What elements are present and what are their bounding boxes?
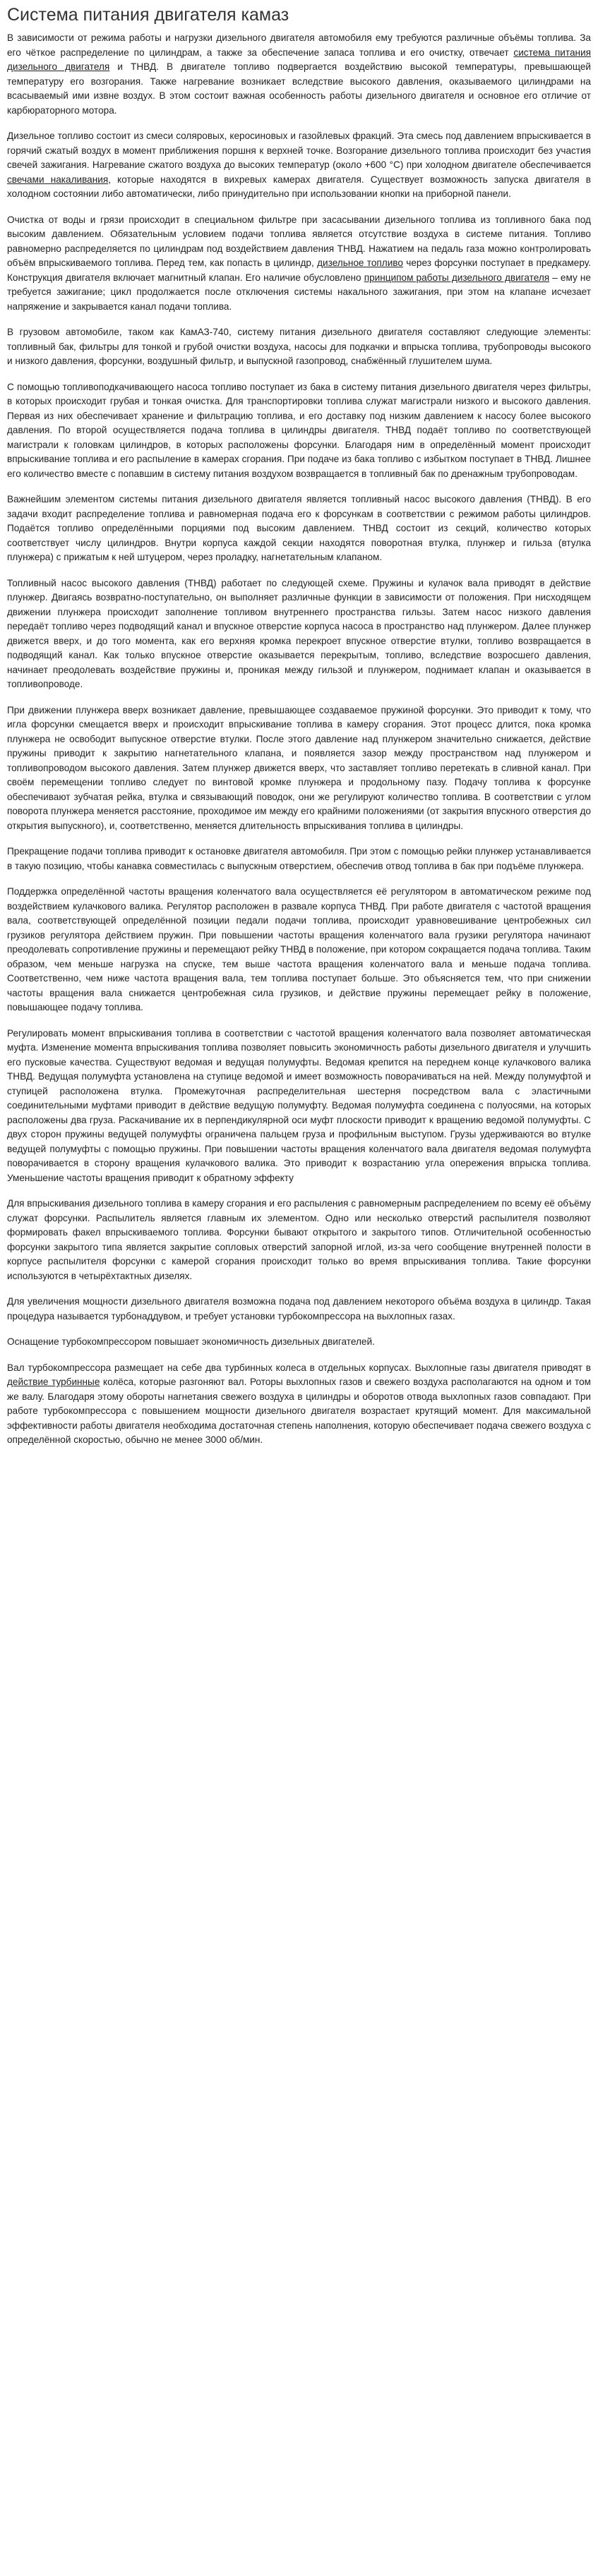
paragraph-text: Поддержка определённой частоты вращения коленчатого вала осуществляется её регулятором в автоматическом режиме под воздействием кулачкового валика. Регулятор расположен в развале корпуса ТНВД. При работе двигателя с частотой вращения вала, соответствующей определённой позиции педали подачи топлива, происходит уравновешивание центробежных сил грузиков регулятора действием пружин. При повышении частоты вращения коленчатого вала грузики регулятора начинают преодолевать сопротивление пружины и перемещают рейку ТНВД в положение, при котором сокращается подача топлива. Таким образом, чем меньше нагрузка на спуске, тем выше частота вращения коленчатого вала и меньше подача топлива. Соответственно, чем ниже частота вращения вала, тем топлива поступает больше. Это объясняется тем, что при снижении частоты вращения вала снижается центробежная сила грузиков, и действие пружины перемещает рейку в положение, повышающее подачу топлива.	[7, 886, 591, 1012]
paragraph-text: Для впрыскивания дизельного топлива в камеру сгорания и его распыления с равномерным распределением по всему её объёму служат форсунки. Распылитель является главным их элементом. Одно или несколько отверстий распылителя позволяют формировать факел впрыскиваемого топлива. Форсунки бывают открытого и закрытого типов. Отличительной особенностью форсунки закрытого типа является закрытие сопловых отверстий запорной иглой, из-за чего сообщение внутренней полости в корпусе распылителя форсунки с камерой сгорания происходит только во время впрыскивания топлива. Такие форсунки используются в четырёхтактных дизелях.	[7, 1198, 591, 1281]
article-paragraph	[7, 492, 591, 565]
inline-link[interactable]: принципом работы дизельного двигателя	[364, 272, 550, 283]
inline-link[interactable]: действие турбинные	[7, 1377, 100, 1387]
paragraph-text: В грузовом автомобиле, таком как КамАЗ-740, систему питания дизельного двигателя составляют следующие элементы: топливный бак, фильтры для тонкой и грубой очистки воздуха, насосы для подкачки и впрыска топлива, трубопроводы высокого и низкого давления, форсунки, воздушный фильтр, и выпускной газопровод, снабжённый глушителем шума.	[7, 327, 591, 366]
article-paragraph	[7, 213, 591, 315]
article-paragraph	[7, 1335, 591, 1350]
article-paragraph	[7, 1027, 591, 1186]
paragraph-text: Дизельное топливо состоит из смеси соляровых, керосиновых и газойлевых фракций. Эта смесь под давлением впрыскивается в горячий сжатый воздух в момент приближения поршня к верхней точке. Возгорание дизельного топлива происходит без участия свечей зажигания. Нагревание сжатого воздуха до высоких температур (около +600 °С) при холодном двигателе обеспечивается	[7, 131, 591, 170]
inline-link[interactable]: дизельное топливо	[317, 258, 403, 268]
article-paragraph	[7, 31, 591, 118]
paragraph-text: , которые находятся в вихревых камерах двигателя. Существует возможность запуска двигателя в холодном состоянии либо автоматически, либо принудительно при использовании кнопки на приборной панели.	[7, 174, 591, 199]
article-body	[7, 31, 591, 1448]
article-paragraph	[7, 1361, 591, 1448]
page-title: Система питания двигателя камаз	[7, 5, 289, 25]
paragraph-text: Топливный насос высокого давления (ТНВД) работает по следующей схеме. Пружины и кулачок вала приводят в действие плунжер. Двигаясь возвратно-поступательно, он выполняет различные функции в зависимости от положения. При нисходящем движении плунжера происходит заполнение топливом внутреннего пространства гильзы. Затем насос низкого давления передаёт топливо через подводящий канал и впускное отверстие корпуса насоса в пространство над плунжером. Далее плунжер движется вверх, и до того момента, как его верхняя кромка перекроет впускное отверстие втулки, топливо возвращается в подводящий канал. Как только впускное отверстие оказывается перекрытым, топливо, вследствие возросшего давления, начинает преодолевать воздействие пружины и, проникая между гильзой и плунжером, поднимает клапан и оказывается в топливопроводе.	[7, 577, 591, 689]
paragraph-text: Оснащение турбокомпрессором повышает экономичность дизельных двигателей.	[7, 1336, 375, 1347]
article-paragraph	[7, 885, 591, 1015]
paragraph-text: Очистка от воды и грязи происходит в специальном фильтре при засасывании дизельного топлива из топливного бака под высоким давлением. Обязательным условием подачи топлива является отсутствие воздуха в системе питания. Топливо равномерно распределяется по цилиндрам под воздействием давления ТНВД. Нажатием на педаль газа можно контролировать объём впрыскиваемого топлива. Перед тем, как попасть в цилиндр,	[7, 214, 591, 268]
article-paragraph	[7, 129, 591, 202]
article-paragraph	[7, 703, 591, 834]
paragraph-text: Для увеличения мощности дизельного двигателя возможна подача под давлением некоторого объёма воздуха в цилиндр. Такая процедура называется турбонаддувом, и требует установки турбокомпрессора на выхлопных газах.	[7, 1296, 591, 1322]
paragraph-text: Регулировать момент впрыскивания топлива в соответствии с частотой вращения коленчатого вала позволяет автоматическая муфта. Изменение момента впрыскивания топлива позволяет повысить экономичность работы дизельного двигателя и улучшить его пусковые качества. Существуют ведомая и ведущая полумуфты. Ведомая крепится на переднем конце кулачкового валика ТНВД. Ведущая полумуфта установлена на ступице ведомой и имеет возможность поворачиваться на ней. Между полумуфтой и ступицей расположена втулка. Промежуточная распределительная шестерня посредством вала с эластичными соединительными муфтами приводит в действие ведущую полумуфту. Ведомая полумуфта соединена с полуосями, на которых расположены два груза. Раскачивание их в перпендикулярной оси муфт плоскости приводит к вращению ведомой полумуфты. С двух сторон пружины ведущей полумуфты ограничена пальцем груза и профильным выступом. Грузы удерживаются во втулке ведущей полумуфты с помощью пружины. При повышении частоты вращения коленчатого вала двигателя ведомая полумуфта поворачивается в сторону вращения кулачкового валика. Это приводит к возрастанию угла опережения впрыска топлива. Уменьшение частоты вращения приводит к обратному эффекту	[7, 1027, 591, 1183]
paragraph-text: Прекращение подачи топлива приводит к остановке двигателя автомобиля. При этом с помощью рейки плунжер устанавливается в такую позицию, чтобы канавка совместилась с выпускным отверстием, обеспечив отвод топлива в бак при подъёме плунжера.	[7, 846, 591, 871]
article-paragraph	[7, 380, 591, 482]
article-paragraph	[7, 845, 591, 873]
paragraph-text: и ТНВД. В двигателе топливо подвергается воздействию высокой температуры, превышающей температуру его возгорания. Также нагревание возникает вследствие высокого давления, оказываемого цилиндрами на всасываемый ими извне воздух. В этом состоит важная особенность работы дизельного двигателя и основное его отличие от карбюраторного мотора.	[7, 61, 591, 116]
paragraph-text: В зависимости от режима работы и нагрузки дизельного двигателя автомобиля ему требуются различные объёмы топлива. За его чёткое распределение по цилиндрам, а также за обеспечение запаса топлива и его очистку, отвечает	[7, 32, 591, 58]
inline-link[interactable]: система питания дизельного двигателя	[7, 47, 591, 72]
inline-link[interactable]: свечами накаливания	[7, 174, 109, 185]
paragraph-text: через форсунки поступает в предкамеру. Конструкция двигателя включает магнитный клапан. Его наличие обусловлено	[7, 258, 591, 283]
paragraph-text: При движении плунжера вверх возникает давление, превышающее создаваемое пружиной форсунки. Это приводит к тому, что игла форсунки смещается вверх и происходит впрыскивание топлива в камеру сгорания. Этот процесс длится, пока кромка плунжера не освободит выпускное отверстие втулки. После этого давление над плунжером значительно снижается, действие пружины приводит к закрытию нагнетательного клапана, и появляется зазор между пространством над плунжером и топливопроводом высокого давления. Затем плунжер движется вверх, что заставляет топливо перетекать в сливной канал. При своём перемещении топливо следует по винтовой кромке плунжера и продольному пазу. Подачу топлива к форсунке обеспечивают зубчатая рейка, втулка и связывающий поводок, они же регулируют количество топлива. В соответствии с углом поворота плунжера меняется расстояние, проходимое им между его крайними положениями (от закрытия впускного отверстия до открытия выпускного), и, соответственно, меняется длительность впрыскивания топлива в цилиндры.	[7, 704, 591, 831]
paragraph-text: Вал турбокомпрессора размещает на себе два турбинных колеса в отдельных корпусах. Выхлопные газы двигателя приводят в	[7, 1362, 591, 1373]
paragraph-text: колёса, которые разгоняют вал. Роторы выхлопных газов и свежего воздуха располагаются на одном и том же валу. Благодаря этому обороты нагнетания свежего воздуха в цилиндры и оборотов отвода выхлопных газов совпадают. При работе турбокомпрессора с повышением мощности дизельного двигателя возрастает крутящий момент. Для максимальной эффективности работы двигателя необходима достаточная степень наполнения, которую обеспечивает подача свежего воздуха с определённой скоростью, обычно не менее 3000 об/мин.	[7, 1377, 591, 1445]
article-paragraph	[7, 576, 591, 692]
article-paragraph	[7, 1197, 591, 1283]
article-paragraph	[7, 325, 591, 369]
article-paragraph	[7, 1295, 591, 1324]
paragraph-text: – ему не требуется зажигание; цикл продолжается после отключения системы накального зажигания, при этом на клапане исчезает напряжение и закрывается канал подачи топлива.	[7, 272, 591, 312]
paragraph-text: Важнейшим элементом системы питания дизельного двигателя является топливный насос высокого давления (ТНВД). В его задачи входит распределение топлива и равномерная подача его к форсункам в соответствии с режимом работы цилиндров. Подаётся топливо определёнными порциями под высоким давлением. ТНВД состоит из секций, количество которых соответствует числу цилиндров. Внутри корпуса каждой секции находятся поворотная втулка, плунжер и гильза (втулка плунжера) с прижатым к ней штуцером, через проладку, нагнетательным клапаном.	[7, 494, 591, 562]
paragraph-text: С помощью топливоподкачивающего насоса топливо поступает из бака в систему питания дизельного двигателя через фильтры, в которых происходит грубая и тонкая очистка. Для транспортировки топлива служат магистрали низкого и высокого давления. Первая из них обеспечивает хранение и фильтрацию топлива, и его доставку под низким давлением к насосу более высокого давления. По второй осуществляется подача топлива в цилиндры двигателя. ТНВД подаёт топливо по соответствующей магистрали к головкам цилиндров, в которых расположены форсунки. Благодаря ним в определённый момент происходит впрыскивание топлива и его распыление в камерах сгорания. При подаче из бака топливо с избытком поступает в ТНВД. Лишнее его количество вместе с попавшим в систему питания воздухом возвращается в топливный бак по дренажным трубопроводам.	[7, 381, 591, 479]
